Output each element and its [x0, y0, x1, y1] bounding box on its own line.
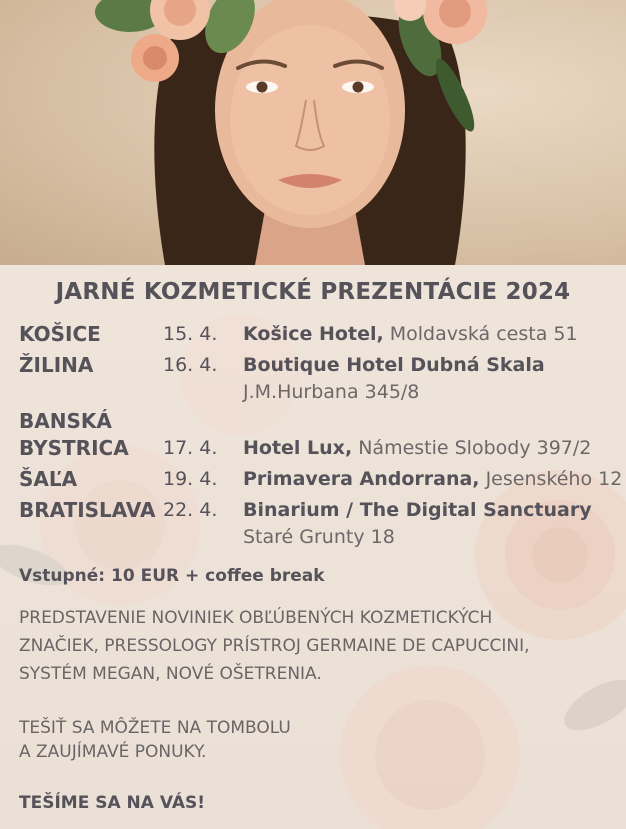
event-venue — [243, 497, 592, 551]
event-date: 15. 4. — [163, 323, 218, 345]
venue-name: Boutique Hotel Dubná Skala — [243, 354, 545, 376]
event-date: 22. 4. — [163, 499, 218, 521]
description — [19, 604, 609, 688]
event-date: 16. 4. — [163, 354, 218, 376]
portrait-illustration — [0, 0, 626, 265]
event-city: KOŠICE — [19, 322, 101, 346]
tombola-line: TEŠIŤ SA MÔŽETE NA TOMBOLU — [19, 718, 291, 738]
description-line: ZNAČIEK, PRESSOLOGY PRÍSTROJ GERMAINE DE CAPUCCINI, — [19, 636, 530, 656]
venue-name: Košice Hotel, — [243, 323, 384, 345]
entry-fee: Vstupné: 10 EUR + coffee break — [19, 566, 325, 586]
event-date: 17. 4. — [163, 437, 218, 459]
tombola-text — [19, 716, 291, 764]
venue-address: Námestie Slobody 397/2 — [352, 437, 592, 459]
tombola-line: A ZAUJÍMAVÉ PONUKY. — [19, 742, 207, 762]
event-city: ŽILINA — [19, 353, 94, 377]
event-venue — [243, 321, 578, 348]
venue-address: J.M.Hurbana 345/8 — [243, 381, 420, 403]
event-city: ŠAĽA — [19, 467, 78, 491]
venue-name: Primavera Andorrana, — [243, 468, 480, 490]
venue-address: Jesenského 12 — [479, 468, 623, 490]
event-city: BRATISLAVA — [19, 498, 156, 522]
event-date: 19. 4. — [163, 468, 218, 490]
venue-address: Moldavská cesta 51 — [383, 323, 578, 345]
description-line: SYSTÉM MEGAN, NOVÉ OŠETRENIA. — [19, 664, 322, 684]
description-line: PREDSTAVENIE NOVINIEK OBĽÚBENÝCH KOZMETICKÝCH — [19, 608, 493, 628]
venue-name: Hotel Lux, — [243, 437, 353, 459]
event-venue — [243, 352, 545, 406]
event-content — [0, 265, 626, 829]
venue-address: Staré Grunty 18 — [243, 526, 395, 548]
event-venue — [243, 466, 622, 493]
hero-photo — [0, 0, 626, 265]
event-title: JARNÉ KOZMETICKÉ PREZENTÁCIE 2024 — [55, 279, 571, 305]
venue-name: Binarium / The Digital Sanctuary — [243, 499, 592, 521]
event-venue — [243, 435, 591, 462]
event-city: BANSKÁ BYSTRICA — [19, 409, 129, 460]
closing-text: TEŠÍME SA NA VÁS! — [19, 793, 206, 813]
